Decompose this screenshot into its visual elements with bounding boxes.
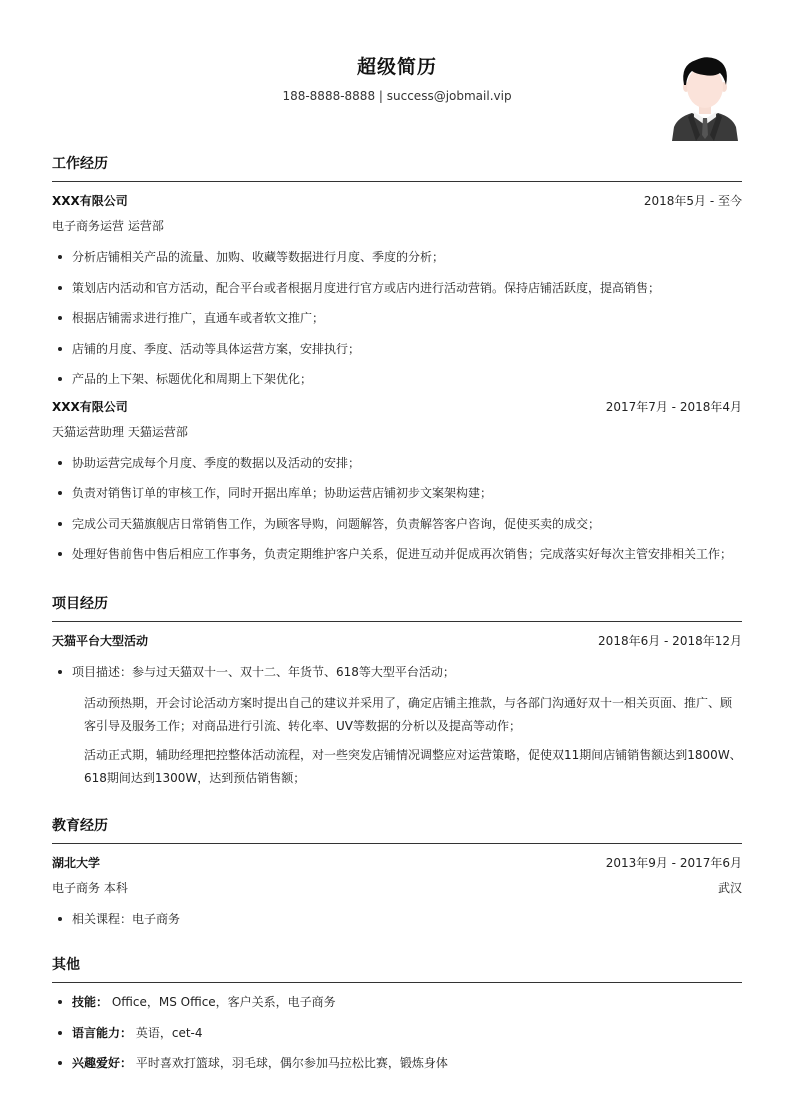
job-role: 电子商务运营 运营部 [52, 219, 164, 233]
job-role: 天猫运营助理 天猫运营部 [52, 424, 188, 439]
project-period: 2018年6月 - 2018年12月 [598, 634, 742, 648]
major-degree: 电子商务 本科 [52, 881, 128, 895]
project-description-list [52, 657, 742, 688]
job-period: 2018年5月 - 至今 [643, 194, 742, 208]
school-city: 武汉 [717, 881, 742, 895]
list-item: 协助运营完成每个月度、季度的数据以及活动的安排； [52, 448, 742, 479]
job-role-row [52, 420, 742, 445]
job-period: 2017年7月 - 2018年4月 [605, 399, 742, 414]
section-divider [52, 621, 742, 622]
job-header-row [52, 395, 742, 420]
candidate-name: 超级简历 [356, 56, 437, 78]
courses-list [52, 904, 742, 935]
school-name: 湖北大学 [52, 856, 101, 870]
list-item: 相关课程：电子商务 [52, 904, 742, 935]
job-role-row [52, 214, 742, 239]
education-section [52, 815, 742, 935]
item-value: Office，MS Office，客户关系，电子商务 [111, 995, 336, 1009]
education-period: 2013年9月 - 2017年6月 [605, 856, 742, 870]
project-paragraph: 活动正式期，辅助经理把控整体活动流程，对一些突发店铺情况调整应对运营策略，促使双11期间店铺销售额达到1800W、618期间达到1300W，达到预估销售额； [84, 747, 742, 785]
section-divider [52, 181, 742, 182]
resume-page [52, 0, 742, 1070]
list-item: 店铺的月度、季度、活动等具体运营方案，安排执行； [52, 334, 742, 365]
section-title: 其他 [52, 957, 80, 973]
project-name: 天猫平台大型活动 [52, 634, 149, 648]
project-experience-section [52, 593, 742, 796]
list-item: 策划店内活动和官方活动，配合平台或者根据月度进行官方或店内进行活动营销。保持店铺活跃度，提高销售； [52, 273, 742, 304]
education-entry [52, 851, 742, 935]
job-entry [52, 395, 742, 570]
list-item: 负责对销售订单的审核工作，同时开据出库单；协助运营店铺初步文案架构建； [52, 478, 742, 509]
item-label: 技能： [72, 995, 109, 1009]
job-entry [52, 189, 742, 395]
job-duties-list [52, 448, 742, 570]
section-divider [52, 843, 742, 844]
education-detail-row [52, 876, 742, 901]
company-name: XXX有限公司 [52, 194, 128, 208]
list-item: 分析店铺相关产品的流量、加购、收藏等数据进行月度、季度的分析； [52, 242, 742, 273]
list-item-skills [52, 987, 742, 1018]
contact-info: 188-8888-8888 | success@jobmail.vip [282, 89, 512, 103]
section-title: 项目经历 [52, 596, 108, 612]
list-item: 项目描述：参与过天猫双十一、双十二、年货节、618等大型平台活动； [52, 657, 742, 688]
project-entry [52, 629, 742, 790]
item-label: 语言能力： [72, 1025, 133, 1040]
list-item-languages [52, 1018, 742, 1049]
section-title: 工作经历 [52, 156, 108, 172]
other-list [52, 987, 742, 1079]
resume-header [52, 0, 742, 150]
item-value: 平时喜欢打篮球，羽毛球，偶尔参加马拉松比赛，锻炼身体 [135, 1056, 448, 1070]
work-experience-section [52, 153, 742, 570]
list-item: 产品的上下架、标题优化和周期上下架优化； [52, 364, 742, 395]
list-item: 完成公司天猫旗舰店日常销售工作，为顾客导购，问题解答，负责解答客户咨询，促使买卖的成交； [52, 509, 742, 540]
other-section [52, 954, 742, 1079]
item-label: 兴趣爱好： [72, 1056, 133, 1070]
company-name: XXX有限公司 [52, 399, 128, 414]
project-paragraph: 活动预热期，开会讨论活动方案时提出自己的建议并采用了，确定店铺主推款，与各部门沟通好双十一相关页面、推广、顾客引导及服务工作；对商品进行引流、转化率、UV等数据的分析以及提高等动作； [84, 695, 733, 733]
section-divider [52, 982, 742, 983]
list-item: 处理好售前售中售后相应工作事务，负责定期维护客户关系，促进互动并促成再次销售；完成落实好每次主管安排相关工作； [52, 539, 742, 570]
job-header-row [52, 189, 742, 214]
section-title: 教育经历 [52, 818, 108, 834]
person-avatar-icon [670, 55, 740, 141]
job-duties-list [52, 242, 742, 395]
list-item: 根据店铺需求进行推广，直通车或者软文推广； [52, 303, 742, 334]
list-item-hobbies [52, 1048, 742, 1079]
item-value: 英语，cet-4 [135, 1025, 203, 1040]
education-header-row [52, 851, 742, 876]
project-header-row [52, 629, 742, 654]
